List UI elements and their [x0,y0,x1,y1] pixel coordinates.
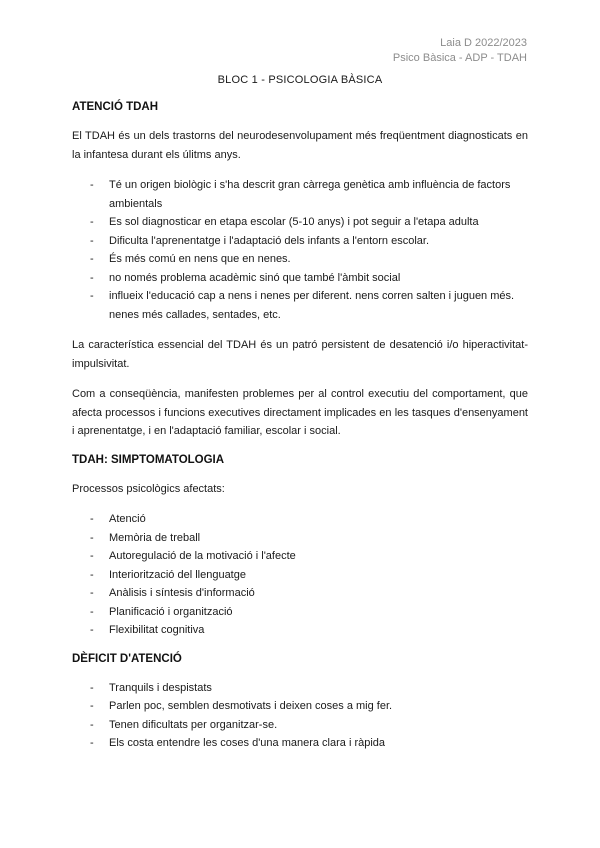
list-item: - influeix l'educació cap a nens i nenes per diferent. nens corren salten i juguen més. nenes més callades, sentades, etc. [90,290,515,321]
bullet-list-atencio [72,176,528,324]
section-heading-atencio: ATENCIÓ TDAH [72,101,159,113]
bullet-list-deficit [72,679,528,753]
author-year: Laia D 2022/2023 [440,37,527,49]
section-heading-simptomatologia: TDAH: SIMPTOMATOLOGIA [72,453,225,466]
list-item: - Anàlisis i síntesis d'informació [90,587,255,599]
list-item: - Memòria de treball [90,531,201,544]
list-item: - Parlen poc, semblen desmotivats i deixen coses a mig fer. [90,700,393,712]
list-item: - Dificulta l'aprenentatge i l'adaptació dels infants a l'entorn escolar. [90,234,429,247]
list-item: - Flexibilitat cognitiva [90,624,205,636]
paragraph-caracteristica: La característica essencial del TDAH és un patró persistent de desatenció i/o hiperactivitat-impulsivitat. [72,339,528,370]
paragraph-processos: Processos psicològics afectats: [72,482,225,495]
bullet-list-simptomatologia [72,510,528,640]
list-item: - Els costa entendre les coses d'una manera clara i ràpida [90,737,386,749]
paragraph-intro: El TDAH és un dels trastorns del neurodesenvolupament més freqüentment diagnosticats en la infantesa durant els úlitms anys. [72,130,528,161]
paragraph-consequencia: Com a conseqüència, manifesten problemes per al control executiu del comportament, que afecta processos i funcions executives directament implicades en les tasques d'ensenyament i aprenentatge, i en l'adaptació familiar, escolar i social. [72,388,528,437]
list-item: - És més comú en nens que en nenes. [90,253,291,265]
list-item: - Interiorització del llenguatge [90,568,246,581]
list-item: - Autoregulació de la motivació i l'afecte [90,550,296,562]
list-item: - Tenen dificultats per organitzar-se. [90,718,278,731]
course-label: Psico Bàsica - ADP - TDAH [392,52,527,64]
list-item: - Té un origen biològic i s'ha descrit gran càrrega genètica amb influència de factors ambientals [90,179,511,210]
list-item: - Es sol diagnosticar en etapa escolar (5-10 anys) i pot seguir a l'etapa adulta [90,216,479,228]
page-header [393,36,527,66]
list-item: - Tranquils i despistats [90,681,212,694]
list-item: - Planificació i organització [90,605,233,618]
list-item: - Atenció [90,513,146,525]
document-body [72,100,528,753]
document-title: BLOC 1 - PSICOLOGIA BÀSICA [217,74,383,86]
list-item: - no només problema acadèmic sinó que també l'àmbit social [90,271,401,284]
section-heading-deficit: DÈFICIT D'ATENCIÓ [72,652,182,665]
